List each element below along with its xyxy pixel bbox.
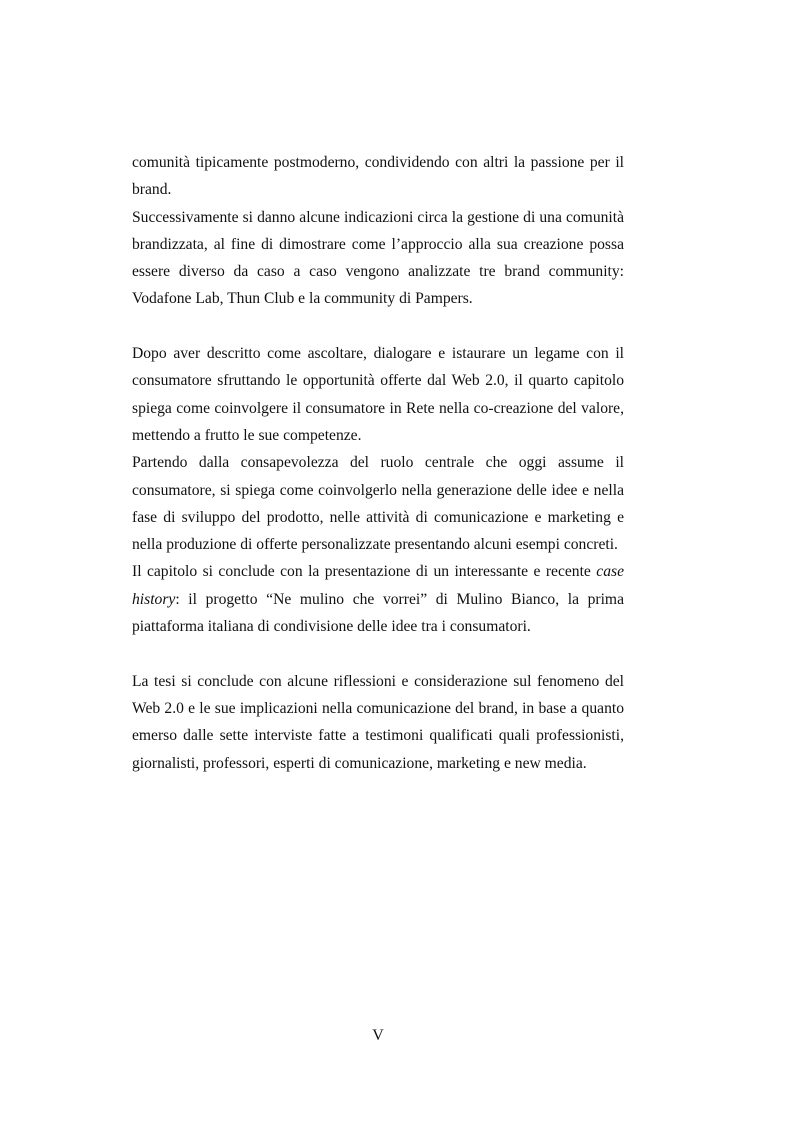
paragraph-5-start: Il capitolo si conclude con la presentazione di un interessante e recente — [132, 563, 597, 581]
paragraph-4: Partendo dalla consapevolezza del ruolo centrale che oggi assume il consumatore, si spiega come coinvolgerlo nella generazione delle idee e nella fase di sviluppo del prodotto, nelle attività di comunicazione e marketing e nella produzione di offerte personalizzate presentando alcuni esempi concreti. — [132, 454, 624, 554]
page-number: V — [372, 1027, 384, 1044]
paragraph-2: Successivamente si danno alcune indicazioni circa la gestione di una comunità brandizzata, al fine di dimostrare come l’approccio alla sua creazione possa essere diverso da caso a caso vengono analizzate tre brand community: Vodafone Lab, Thun Club e la community di Pampers. — [132, 208, 624, 308]
paragraph-5-end: : il progetto “Ne mulino che vorrei” di Mulino Bianco, la prima piattaforma italiana di condivisione delle idee tra i consumatori. — [132, 590, 624, 636]
paragraph-6: La tesi si conclude con alcune riflessioni e considerazione sul fenomeno del Web 2.0 e le sue implicazioni nella comunicazione del brand, in base a quanto emerso dalle sette interviste fatte a testimoni qualificati quali professionisti, giornalisti, professori, esperti di comunicazione, marketing e new media. — [132, 672, 624, 772]
paragraph-5 — [132, 558, 624, 640]
paragraph-3: Dopo aver descritto come ascoltare, dialogare e istaurare un legame con il consumatore sfruttando le opportunità offerte dal Web 2.0, il quarto capitolo spiega come coinvolgere il consumatore in Rete nella co-creazione del valore, mettendo a frutto le sue competenze. — [132, 345, 624, 444]
paragraph-spacer — [132, 640, 624, 667]
body-text — [132, 149, 624, 777]
paragraph-spacer — [132, 313, 624, 340]
paragraph-1: comunità tipicamente postmoderno, condividendo con altri la passione per il brand. — [132, 154, 624, 199]
case-history-term: case history — [132, 563, 624, 608]
